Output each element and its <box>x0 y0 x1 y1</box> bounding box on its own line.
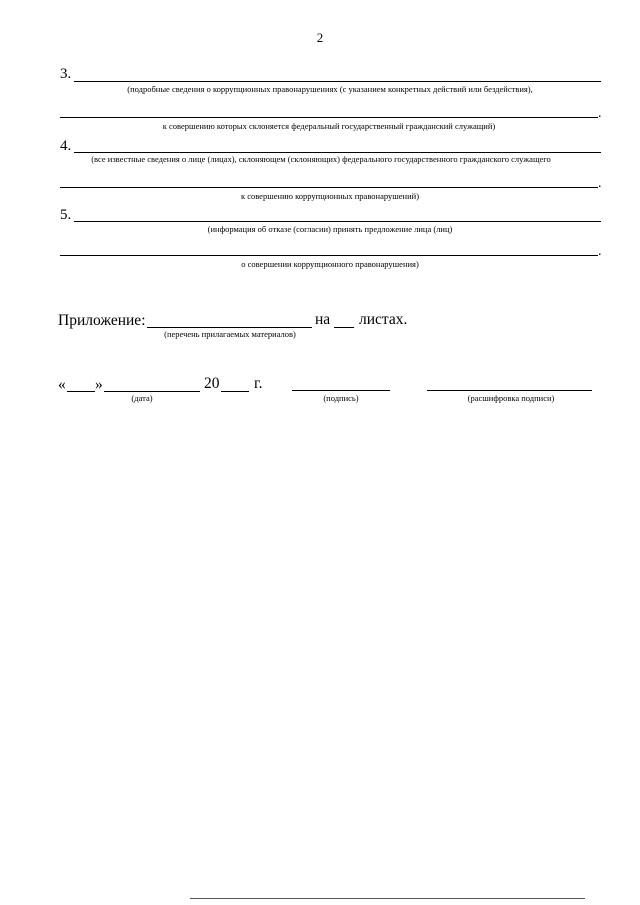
signature-caption: (подпись) <box>323 393 359 403</box>
date-close-quote: » <box>95 376 103 393</box>
scan-edge-line <box>190 898 585 899</box>
section-4-number: 4. <box>60 138 72 154</box>
date-year-suffix: г. <box>254 375 263 392</box>
section-3-end-dot: . <box>598 106 602 121</box>
section-5-fill-line-2 <box>60 255 598 256</box>
section-3-fill-line-1 <box>74 81 601 82</box>
attachment-list-line <box>147 327 312 328</box>
date-open-quote: « <box>58 376 66 393</box>
attachment-caption: (перечень прилагаемых материалов) <box>164 329 296 339</box>
section-5-caption-1: (информация об отказе (согласии) принять предложение лица (лиц) <box>207 224 453 234</box>
section-3-caption-1: (подробные сведения о коррупционных правонарушениях (с указанием конкретных действий или бездействия), <box>127 84 533 94</box>
section-5-fill-line-1 <box>74 221 601 222</box>
section-5-end-dot: . <box>598 244 602 259</box>
date-day-line <box>67 391 95 392</box>
date-month-line <box>104 391 200 392</box>
attachment-label: Приложение: <box>58 312 146 329</box>
section-5-caption-2: о совершении коррупционного правонарушения) <box>241 259 419 269</box>
page-number: 2 <box>316 30 324 45</box>
date-year-prefix: 20 <box>204 375 220 392</box>
section-4-fill-line-2 <box>60 187 598 188</box>
section-5-number: 5. <box>60 207 72 223</box>
attachment-on-text: на <box>315 311 331 328</box>
signature-decoding-line <box>427 390 592 391</box>
signature-decoding-caption: (расшифровка подписи) <box>467 393 555 403</box>
section-4-end-dot: . <box>598 176 602 191</box>
attachment-sheet-count-line <box>334 327 354 328</box>
section-3-fill-line-2 <box>60 117 598 118</box>
section-4-caption-2: к совершению коррупционных правонарушений) <box>240 191 420 201</box>
section-3-caption-2: к совершению которых склоняется федеральный государственный гражданский служащий) <box>162 121 496 131</box>
section-4-fill-line-1 <box>74 152 601 153</box>
attachment-sheets-text: листах. <box>359 311 408 328</box>
date-year-line <box>221 391 249 392</box>
section-4-caption-1: (все известные сведения о лице (лицах), склоняющем (склоняющих) федерального государственного гражданского служащего <box>91 154 551 164</box>
date-caption: (дата) <box>131 393 153 403</box>
signature-line <box>292 390 390 391</box>
section-3-number: 3. <box>60 66 72 82</box>
